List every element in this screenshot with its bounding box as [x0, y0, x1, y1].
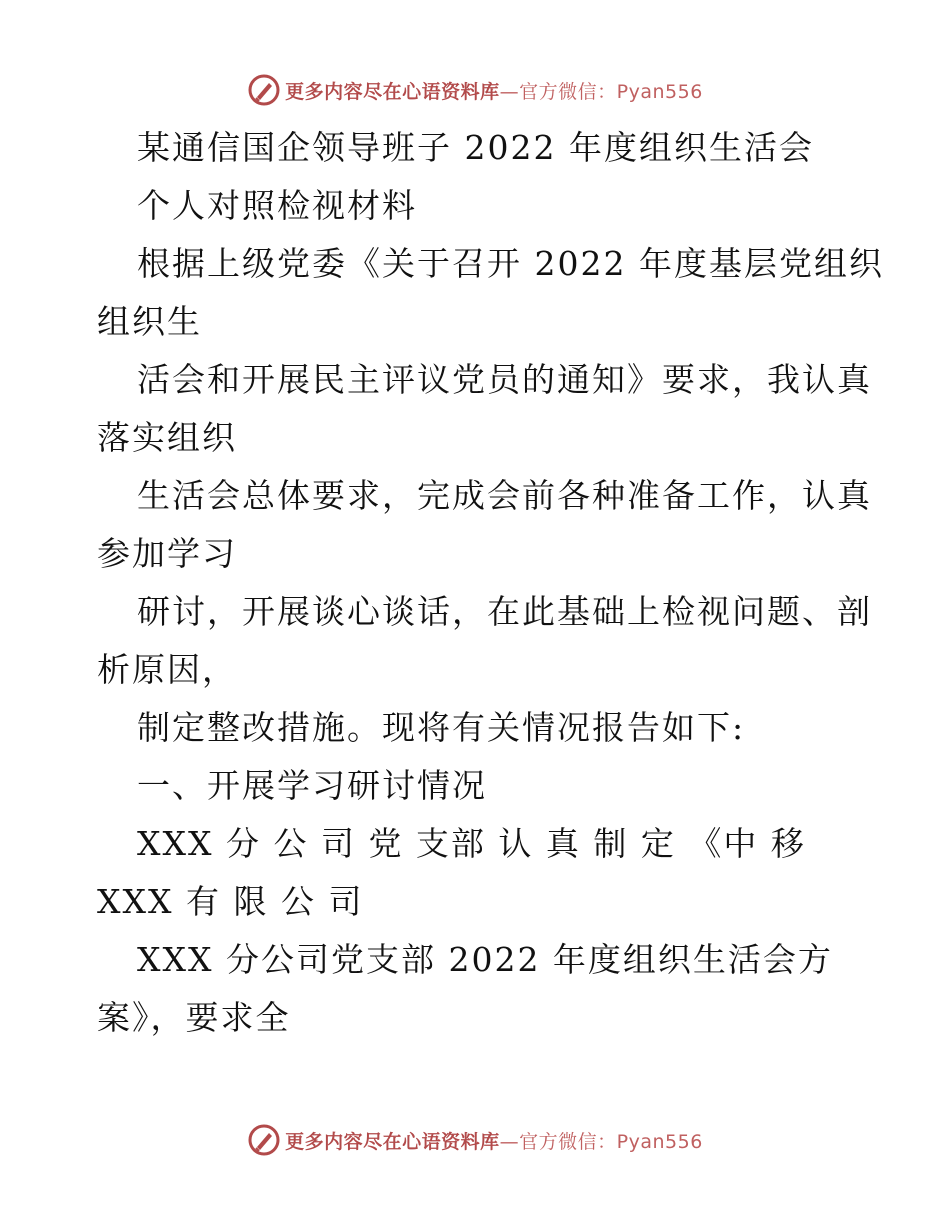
pen-logo-icon [247, 1123, 281, 1157]
section-heading: 一、开展学习研讨情况 [137, 766, 487, 805]
paragraph-line: 组织生 [97, 302, 202, 341]
header-watermark-banner [0, 70, 950, 110]
footer-watermark-banner [0, 1120, 950, 1160]
doc-title-line-1: 某通信国企领导班子 2022 年度组织生活会 [137, 128, 814, 167]
watermark-highlight: 更多内容尽在心语资料库 [285, 80, 500, 103]
paragraph-line: 生活会总体要求，完成会前各种准备工作，认真 [137, 476, 872, 515]
paragraph-line: 根据上级党委《关于召开 2022 年度基层党组织 [137, 244, 884, 283]
paragraph-line: 析原因， [97, 650, 237, 689]
paragraph-line: 落实组织 [97, 418, 237, 457]
paragraph-line: XXX 分 公 司 党 支部 认 真 制 定 《中 移 [137, 824, 806, 863]
pen-logo-icon [247, 73, 281, 107]
paragraph-line: XXX 分公司党支部 2022 年度组织生活会方 [137, 940, 833, 979]
paragraph-line: 参加学习 [97, 534, 237, 573]
paragraph-line: 案》，要求全 [97, 998, 291, 1037]
watermark-text [285, 1127, 703, 1154]
watermark-highlight: 更多内容尽在心语资料库 [285, 1130, 500, 1153]
paragraph-line: 研讨，开展谈心谈话，在此基础上检视问题、剖 [137, 592, 872, 631]
watermark-suffix: —官方微信：Pyan556 [499, 1130, 703, 1153]
watermark-suffix: —官方微信：Pyan556 [499, 80, 703, 103]
paragraph-line: 制定整改措施。现将有关情况报告如下: [137, 708, 746, 747]
paragraph-line: XXX 有 限 公 司 [97, 882, 364, 921]
watermark-text [285, 77, 703, 104]
doc-title-line-2: 个人对照检视材料 [137, 186, 417, 225]
paragraph-line: 活会和开展民主评议党员的通知》要求，我认真 [137, 360, 872, 399]
